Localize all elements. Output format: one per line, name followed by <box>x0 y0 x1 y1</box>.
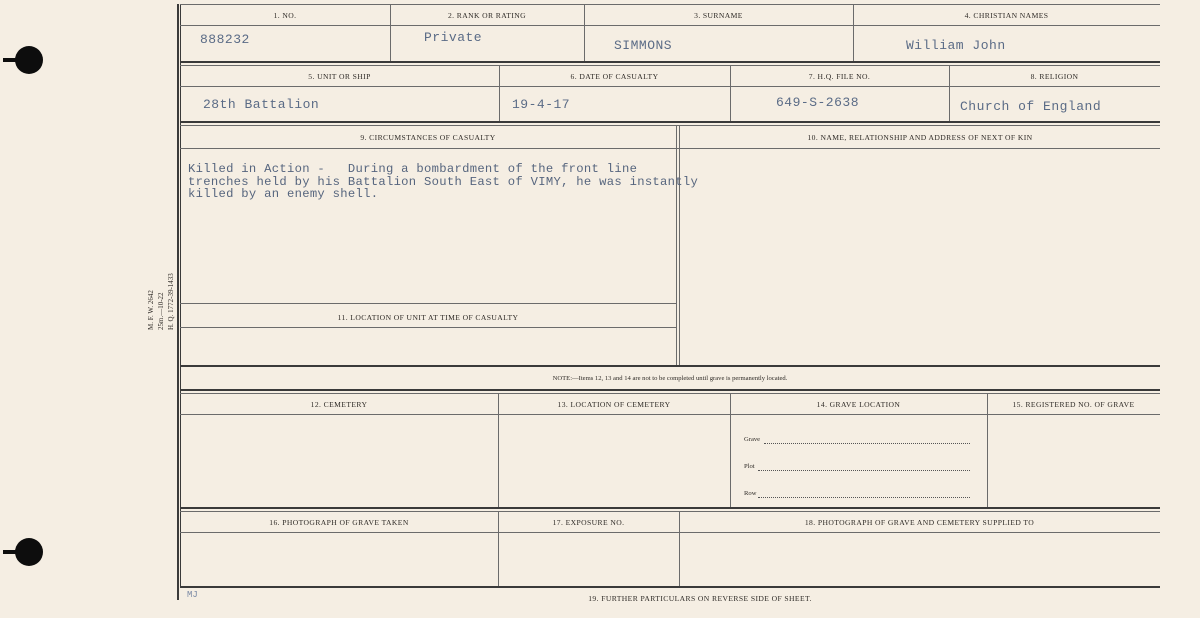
label-date: 6. DATE OF CASUALTY <box>570 72 659 81</box>
label-hq-file: 7. H.Q. FILE NO. <box>808 72 871 81</box>
label-surname: 3. SURNAME <box>694 11 743 20</box>
label-row: Row <box>744 490 757 497</box>
punch-hole-bottom <box>15 538 43 566</box>
left-border <box>177 4 179 600</box>
label-cemetery: 12. CEMETERY <box>310 400 368 409</box>
form-code-3: H. Q. 1772-39-1433 <box>167 273 175 330</box>
grave-line <box>764 443 970 444</box>
footer-note: 19. FURTHER PARTICULARS ON REVERSE SIDE OF SHEET. <box>588 594 812 603</box>
label-registered-no: 15. REGISTERED NO. OF GRAVE <box>1012 400 1135 409</box>
label-location-cemetery: 13. LOCATION OF CEMETERY <box>557 400 671 409</box>
label-rank: 2. RANK OR RATING <box>447 11 527 20</box>
label-circumstances: 9. CIRCUMSTANCES OF CASUALTY <box>360 133 496 142</box>
plot-line <box>758 470 970 471</box>
label-location-unit: 11. LOCATION OF UNIT AT TIME OF CASUALTY <box>337 313 519 322</box>
note-text: NOTE:—Items 12, 13 and 14 are not to be completed until grave is permanently located. <box>552 375 788 382</box>
label-no: 1. NO. <box>273 11 297 20</box>
value-surname: SIMMONS <box>614 38 673 53</box>
label-photo-supplied: 18. PHOTOGRAPH OF GRAVE AND CEMETERY SUPPLIED TO <box>804 518 1035 527</box>
form-code-1: M. F. W. 2642 <box>147 290 155 330</box>
row-line <box>758 497 970 498</box>
clerk-initials: MJ <box>187 590 198 600</box>
left-border-inner <box>180 4 181 588</box>
label-exposure: 17. EXPOSURE NO. <box>552 518 625 527</box>
label-unit: 5. UNIT OR SHIP <box>308 72 371 81</box>
value-rank: Private <box>424 30 483 45</box>
punch-hole-top <box>15 46 43 74</box>
value-no: 888232 <box>200 32 250 47</box>
value-date: 19-4-17 <box>512 97 571 112</box>
label-plot: Plot <box>744 463 755 470</box>
value-unit: 28th Battalion <box>203 97 320 112</box>
label-photo-taken: 16. PHOTOGRAPH OF GRAVE TAKEN <box>269 518 409 527</box>
label-religion: 8. RELIGION <box>1030 72 1079 81</box>
value-circumstances: Killed in Action - During a bombardment of the front line trenches held by his Battalion South East of VIMY, he was instantly killed by an enemy shell. <box>188 162 699 201</box>
form-code-2: 25m.—10-22 <box>157 292 165 330</box>
value-christian-names: William John <box>906 38 1006 53</box>
label-next-of-kin: 10. NAME, RELATIONSHIP AND ADDRESS OF NEXT OF KIN <box>807 133 1033 142</box>
value-hq-file: 649-S-2638 <box>776 95 860 110</box>
label-christian-names: 4. CHRISTIAN NAMES <box>964 11 1049 20</box>
label-grave: Grave <box>744 436 761 443</box>
value-religion: Church of England <box>960 99 1102 114</box>
label-grave-location: 14. GRAVE LOCATION <box>816 400 901 409</box>
